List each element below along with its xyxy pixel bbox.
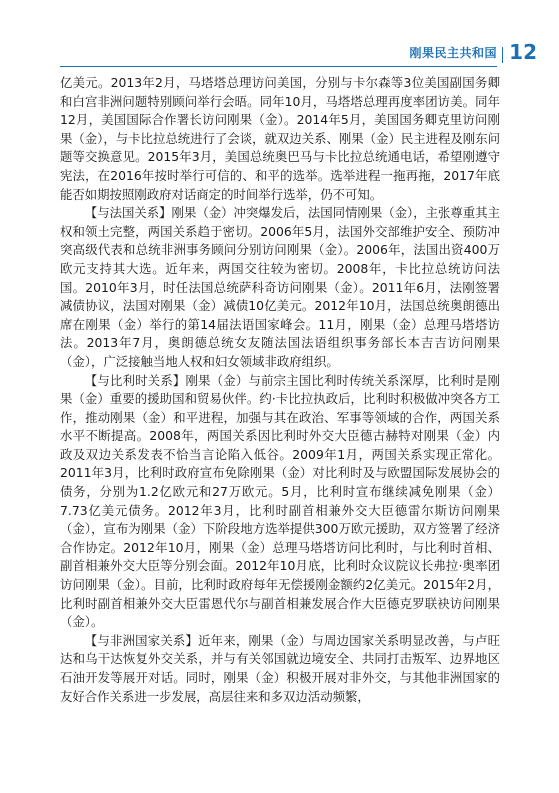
running-header-title: 刚果民主共和国 xyxy=(409,46,497,60)
paragraph-usa-continued: 亿美元。2013年2月，马塔塔总理访问美国，分别与卡尔森等3位美国副国务卿和白宫非洲问题特别顾问举行会晤。同年10月，马塔塔总理再度率团访美。同年12月，美国国际合作署长访问刚果（金）。2014年5月，美国国务卿克里访问刚果（金），与卡比拉总统进行了会谈，就双边关系、刚果（金）民主进程及刚东问题等交换意见。2015年3月，美国总统奥巴马与卡比拉总统通电话，希望刚遵守宪法，在2016年按时举行可信的、和平的选举。选举进程一拖再拖，2017年底能否如期按照刚政府对话商定的时间举行选举，仍不可知。 xyxy=(60,75,500,202)
header-divider xyxy=(502,47,503,63)
paragraph-france-relations: 【与法国关系】刚果（金）冲突爆发后，法国同情刚果（金），主张尊重其主权和领土完整，两国关系趋于密切。2006年5月，法国外交部维护安全、预防冲突高级代表和总统非洲事务顾问分别访问刚果（金）。2006年，法国出资400万欧元支持其大选。近年来，两国交往较为密切。2008年，卡比拉总统访问法国。2010年3月，时任法国总统萨科奇访问刚果（金）。2011年6月，法刚签署减债协议，法国对刚果（金）减债10亿美元。2012年10月，法国总统奥朗德出席在刚果（金）举行的第14届法语国家峰会。11月，刚果（金）总理马塔塔访法。2013年7月，奥朗德总统女友随法国法语组织事务部长本吉吉访问刚果（金），广泛接触当地人权和妇女领域非政府组织。 xyxy=(60,205,500,369)
paragraph-belgium-relations: 【与比利时关系】刚果（金）与前宗主国比利时传统关系深厚，比利时是刚果（金）重要的援助国和贸易伙伴。约·卡比拉执政后，比利时积极做冲突各方工作，推动刚果（金）和平进程，加强与其在政治、军事等领域的合作，两国关系水平不断提高。2008年，两国关系因比利时外交大臣德古赫特对刚果（金）内政及双边关系发表不恰当言论陷入低谷。2009年1月，两国关系实现正常化。2011年3月，比利时政府宣布免除刚果（金）对比利时及与欧盟国际发展协会的债务，分别为1.2亿欧元和27万欧元。5月，比利时宣布继续减免刚果（金）7.73亿美元债务。2012年3月，比利时副首相兼外交大臣德雷尔斯访问刚果（金），宣布为刚果（金）下阶段地方选举提供300万欧元援助，双方签署了经济合作协定。2012年10月，刚果（金）总理马塔塔访问比利时，与比利时首相、副首相兼外交大臣等分别会面。2012年10月底，比利时众议院议长弗拉·奥率团访问刚果（金）。目前，比利时政府每年无偿援刚金额约2亿美元。2015年2月，比利时副首相兼外交大臣雷恩代尔与副首相兼发展合作大臣德克罗联袂访问刚果（金）。 xyxy=(60,372,500,630)
page-number: 12 xyxy=(509,40,537,64)
paragraph-africa-relations: 【与非洲国家关系】近年来，刚果（金）与周边国家关系明显改善，与卢旺达和乌干达恢复外交关系，并与有关邻国就边境安全、共同打击叛军、边界地区石油开发等展开对话。同时，刚果（金）积极开展对非外交，与其他非洲国家的友好合作关系进一步发展，高层往来和多双边活动频繁， xyxy=(60,632,500,704)
header-rule xyxy=(60,66,497,67)
page-header xyxy=(0,0,559,66)
body-text xyxy=(60,74,500,706)
